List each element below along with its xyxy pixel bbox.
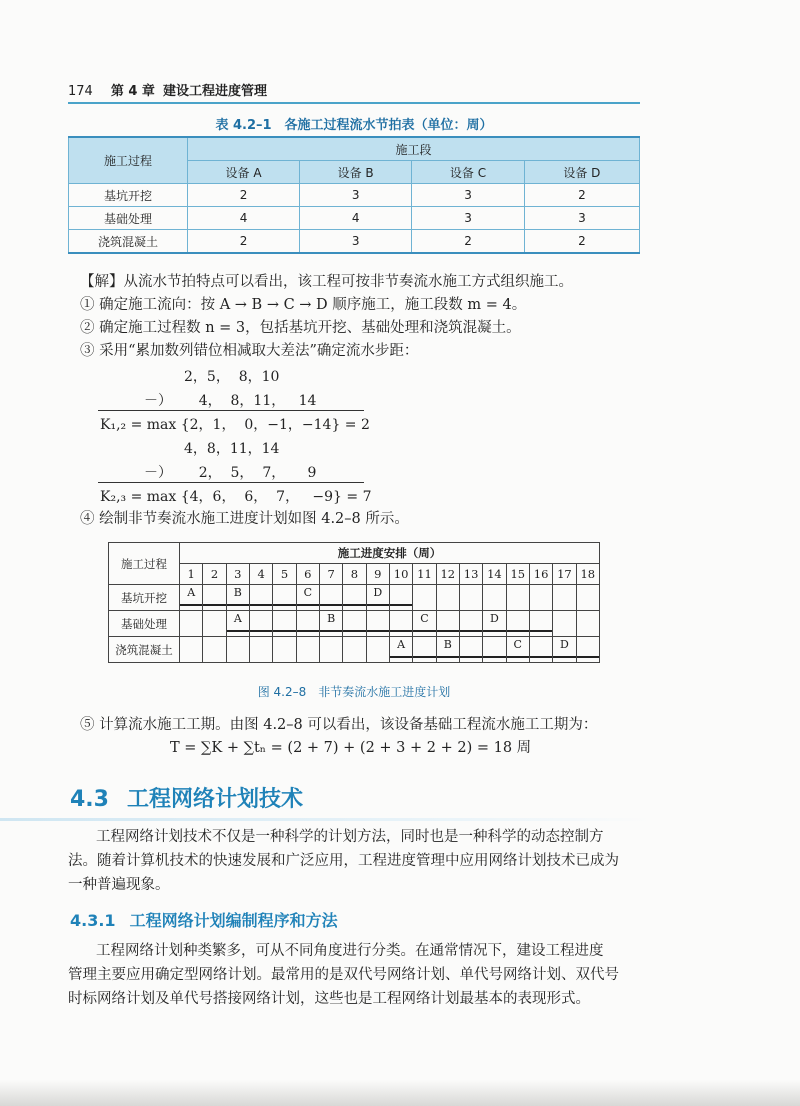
gantt-cell bbox=[576, 637, 599, 663]
gantt-cell bbox=[413, 611, 436, 637]
gantt-cell bbox=[483, 637, 506, 663]
table-col-header: 设备 C bbox=[412, 161, 525, 184]
gantt-week-header: 14 bbox=[483, 564, 506, 585]
gantt-cell bbox=[226, 637, 249, 663]
gantt-bar-label: D bbox=[560, 638, 569, 651]
gantt-bar-segment bbox=[180, 604, 202, 606]
gantt-bar-segment bbox=[437, 656, 459, 658]
solution-step-2: ② 确定施工过程数 n = 3，包括基坑开挖、基础处理和浇筑混凝土。 bbox=[80, 320, 521, 336]
gantt-week-header: 5 bbox=[273, 564, 296, 585]
row-label: 基础处理 bbox=[69, 207, 188, 230]
gantt-cell bbox=[296, 585, 319, 611]
gantt-cell bbox=[319, 637, 342, 663]
table-row bbox=[69, 230, 640, 254]
gantt-cell bbox=[343, 611, 366, 637]
section-heading bbox=[70, 782, 303, 813]
gantt-bar-label: D bbox=[490, 612, 499, 625]
gantt-cell bbox=[529, 637, 552, 663]
gantt-bar-segment bbox=[227, 604, 249, 606]
rhythm-table bbox=[68, 136, 640, 254]
gantt-bar-segment bbox=[530, 656, 552, 658]
table-col-header: 设备 D bbox=[524, 161, 639, 184]
calc1-sub-row: －） 4， 8，11， 14 bbox=[144, 393, 317, 409]
gantt-bar-segment bbox=[507, 656, 529, 658]
table-cell: 2 bbox=[412, 230, 525, 254]
gantt-bar-segment bbox=[203, 604, 225, 606]
gantt-bar-segment bbox=[413, 630, 435, 632]
gantt-week-header: 2 bbox=[203, 564, 226, 585]
gantt-cell bbox=[343, 585, 366, 611]
gantt-task-row bbox=[109, 611, 600, 637]
gantt-week-header: 1 bbox=[180, 564, 203, 585]
header-rule bbox=[68, 102, 640, 104]
gantt-cell bbox=[319, 585, 342, 611]
gantt-cell bbox=[483, 585, 506, 611]
table-col-header: 设备 B bbox=[300, 161, 412, 184]
table-cell: 3 bbox=[524, 207, 639, 230]
subsection-para-line-1: 工程网络计划种类繁多，可从不同角度进行分类。在通常情况下，建设工程进度 bbox=[96, 943, 604, 959]
gantt-cell bbox=[506, 611, 529, 637]
calc1-top-row: 2，5， 8，10 bbox=[184, 369, 280, 385]
gantt-task-name: 浇筑混凝土 bbox=[109, 637, 180, 663]
page-edge-shadow bbox=[0, 1080, 800, 1106]
gantt-week-header: 16 bbox=[529, 564, 552, 585]
table-cell: 4 bbox=[300, 207, 412, 230]
gantt-bar-segment bbox=[250, 630, 272, 632]
gantt-cell bbox=[553, 611, 576, 637]
gantt-week-header: 11 bbox=[413, 564, 436, 585]
gantt-chart bbox=[108, 542, 600, 663]
gantt-bar-segment bbox=[320, 604, 342, 606]
gantt-cell bbox=[366, 637, 389, 663]
calc2-rule bbox=[98, 482, 364, 483]
calc2-top-row: 4，8，11，14 bbox=[184, 441, 280, 457]
gantt-cell bbox=[343, 637, 366, 663]
table-cell: 2 bbox=[524, 230, 639, 254]
gantt-task-row bbox=[109, 585, 600, 611]
gantt-cell bbox=[389, 585, 412, 611]
gantt-bar-segment bbox=[343, 604, 365, 606]
gantt-bar-label: B bbox=[327, 612, 336, 625]
gantt-bar-segment bbox=[297, 604, 319, 606]
gantt-task-name: 基础处理 bbox=[109, 611, 180, 637]
gantt-bar-segment bbox=[367, 604, 389, 606]
page-number: 174 bbox=[68, 84, 93, 99]
table-cell: 2 bbox=[188, 184, 300, 207]
gantt-bar-segment bbox=[413, 656, 435, 658]
gantt-cell bbox=[506, 585, 529, 611]
gantt-cell bbox=[366, 611, 389, 637]
subsection-para-line-3: 时标网络计划及单代号搭接网络计划，这些也是工程网络计划最基本的表现形式。 bbox=[68, 991, 590, 1007]
gantt-cell bbox=[180, 585, 203, 611]
gantt-cell bbox=[506, 637, 529, 663]
solution-step-3: ③ 采用“累加数列错位相减取大差法”确定流水步距： bbox=[80, 343, 419, 359]
section-title: 工程网络计划技术 bbox=[126, 787, 303, 812]
gantt-cell bbox=[249, 637, 272, 663]
calc2-sub-row: －） 2， 5， 7， 9 bbox=[144, 465, 317, 481]
subsection-number: 4.3.1 bbox=[70, 911, 116, 930]
section-rule bbox=[0, 818, 650, 821]
subsection-title: 工程网络计划编制程序和方法 bbox=[129, 911, 338, 930]
table-cell: 3 bbox=[412, 184, 525, 207]
gantt-bar-segment bbox=[507, 630, 529, 632]
gantt-bar-segment bbox=[273, 630, 295, 632]
calc1-rule bbox=[98, 410, 364, 411]
gantt-cell bbox=[389, 611, 412, 637]
row-label: 基坑开挖 bbox=[69, 184, 188, 207]
gantt-bar-segment bbox=[297, 630, 319, 632]
gantt-bar-label: C bbox=[303, 586, 313, 599]
gantt-bar-segment bbox=[390, 604, 412, 606]
gantt-week-header: 9 bbox=[366, 564, 389, 585]
gantt-cell bbox=[366, 585, 389, 611]
gantt-task-row bbox=[109, 637, 600, 663]
gantt-bar-label: D bbox=[373, 586, 383, 599]
gantt-cell bbox=[296, 611, 319, 637]
gantt-cell bbox=[459, 585, 482, 611]
gantt-bar-segment bbox=[553, 656, 575, 658]
gantt-week-header: 18 bbox=[576, 564, 599, 585]
subsection-para-line-2: 管理主要应用确定型网络计划。最常用的是双代号网络计划、单代号网络计划、双代号 bbox=[68, 967, 619, 983]
gantt-cell bbox=[226, 611, 249, 637]
gantt-cell bbox=[553, 637, 576, 663]
gantt-cell bbox=[249, 585, 272, 611]
gantt-cell bbox=[413, 637, 436, 663]
chapter-number: 第 4 章 bbox=[110, 84, 155, 99]
gantt-cell bbox=[459, 611, 482, 637]
table-corner: 施工过程 bbox=[69, 137, 188, 184]
gantt-bar-label: B bbox=[443, 638, 452, 651]
gantt-cell bbox=[273, 585, 296, 611]
solution-step-4: ④ 绘制非节奏流水施工进度计划如图 4.2–8 所示。 bbox=[80, 511, 409, 527]
gantt-cell bbox=[389, 637, 412, 663]
gantt-cell bbox=[413, 585, 436, 611]
gantt-bar-segment bbox=[273, 604, 295, 606]
gantt-cell bbox=[203, 585, 226, 611]
gantt-bar-segment bbox=[390, 656, 412, 658]
gantt-cell bbox=[249, 611, 272, 637]
gantt-week-header: 8 bbox=[343, 564, 366, 585]
gantt-cell bbox=[553, 585, 576, 611]
gantt-cell bbox=[273, 611, 296, 637]
gantt-bar-label: C bbox=[513, 638, 522, 651]
chapter-title: 建设工程进度管理 bbox=[162, 84, 267, 99]
gantt-task-name: 基坑开挖 bbox=[109, 585, 180, 611]
solution-step-1: ① 确定施工流向：按 A → B → C → D 顺序施工，施工段数 m = 4。 bbox=[80, 297, 527, 313]
gantt-bar-segment bbox=[250, 604, 272, 606]
gantt-cell bbox=[436, 611, 459, 637]
table-caption: 表 4.2–1 各施工过程流水节拍表（单位：周） bbox=[215, 118, 493, 133]
gantt-bar-segment bbox=[483, 630, 505, 632]
gantt-cell bbox=[529, 585, 552, 611]
section-para-line-1: 工程网络计划技术不仅是一种科学的计划方法，同时也是一种科学的动态控制方 bbox=[96, 829, 604, 845]
gantt-cell bbox=[273, 637, 296, 663]
gantt-cell bbox=[203, 611, 226, 637]
gantt-bar-segment bbox=[460, 656, 482, 658]
table-cell: 3 bbox=[300, 184, 412, 207]
gantt-bar-segment bbox=[367, 630, 389, 632]
gantt-cell bbox=[529, 611, 552, 637]
gantt-bar-segment bbox=[320, 630, 342, 632]
gantt-cell bbox=[436, 637, 459, 663]
calc1-result: K₁,₂ = max {2，1， 0，−1，−14} = 2 bbox=[100, 417, 370, 433]
gantt-week-header: 13 bbox=[459, 564, 482, 585]
gantt-cell bbox=[180, 637, 203, 663]
row-label: 浇筑混凝土 bbox=[69, 230, 188, 254]
solution-intro: 【解】从流水节拍特点可以看出，该工程可按非节奏流水施工方式组织施工。 bbox=[80, 274, 573, 290]
gantt-bar-label: A bbox=[397, 638, 406, 651]
gantt-week-header: 3 bbox=[226, 564, 249, 585]
gantt-bar-segment bbox=[227, 630, 249, 632]
solution-step-5: ⑤ 计算流水施工工期。由图 4.2–8 可以看出，该设备基础工程流水施工工期为： bbox=[80, 717, 598, 733]
gantt-cell bbox=[180, 611, 203, 637]
figure-caption: 图 4.2–8 非节奏流水施工进度计划 bbox=[257, 685, 451, 699]
gantt-cell bbox=[226, 585, 249, 611]
gantt-cell bbox=[483, 611, 506, 637]
gantt-cell bbox=[459, 637, 482, 663]
table-group-header: 施工段 bbox=[188, 137, 640, 161]
table-cell: 4 bbox=[188, 207, 300, 230]
duration-formula: T = ∑K + ∑tₙ = (2 + 7) + (2 + 3 + 2 + 2) = 18 周 bbox=[170, 740, 532, 756]
gantt-corner: 施工过程 bbox=[109, 543, 180, 585]
gantt-bar-segment bbox=[437, 630, 459, 632]
gantt-bar-label: A bbox=[187, 586, 196, 599]
gantt-bar-label: C bbox=[420, 612, 429, 625]
gantt-cell bbox=[319, 611, 342, 637]
table-cell: 2 bbox=[524, 184, 639, 207]
gantt-bar-segment bbox=[577, 656, 599, 658]
table-row bbox=[69, 207, 640, 230]
gantt-week-header: 6 bbox=[296, 564, 319, 585]
gantt-cell bbox=[296, 637, 319, 663]
gantt-bar-segment bbox=[460, 630, 482, 632]
calc2-result: K₂,₃ = max {4，6， 6， 7， −9} = 7 bbox=[100, 489, 372, 505]
table-cell: 3 bbox=[300, 230, 412, 254]
running-header bbox=[68, 80, 640, 99]
gantt-bar-label: A bbox=[233, 612, 242, 625]
gantt-week-header: 17 bbox=[553, 564, 576, 585]
gantt-week-header: 15 bbox=[506, 564, 529, 585]
subsection-heading bbox=[70, 908, 338, 931]
gantt-cell bbox=[576, 611, 599, 637]
gantt-week-header: 7 bbox=[319, 564, 342, 585]
gantt-week-header: 10 bbox=[389, 564, 412, 585]
gantt-bar-segment bbox=[343, 630, 365, 632]
section-para-line-3: 一种普遍现象。 bbox=[68, 877, 170, 893]
gantt-cell bbox=[436, 585, 459, 611]
table-cell: 3 bbox=[412, 207, 525, 230]
gantt-bar-segment bbox=[530, 630, 552, 632]
table-cell: 2 bbox=[188, 230, 300, 254]
gantt-week-header: 12 bbox=[436, 564, 459, 585]
gantt-bar-segment bbox=[483, 656, 505, 658]
gantt-week-header: 4 bbox=[249, 564, 272, 585]
table-row bbox=[69, 184, 640, 207]
gantt-header: 施工进度安排（周） bbox=[180, 543, 600, 564]
gantt-cell bbox=[576, 585, 599, 611]
gantt-cell bbox=[203, 637, 226, 663]
table-col-header: 设备 A bbox=[188, 161, 300, 184]
gantt-bar-label: B bbox=[233, 586, 242, 599]
gantt-bar-segment bbox=[390, 630, 412, 632]
section-number: 4.3 bbox=[70, 787, 109, 812]
section-para-line-2: 法。随着计算机技术的快速发展和广泛应用，工程进度管理中应用网络计划技术已成为 bbox=[68, 853, 619, 869]
